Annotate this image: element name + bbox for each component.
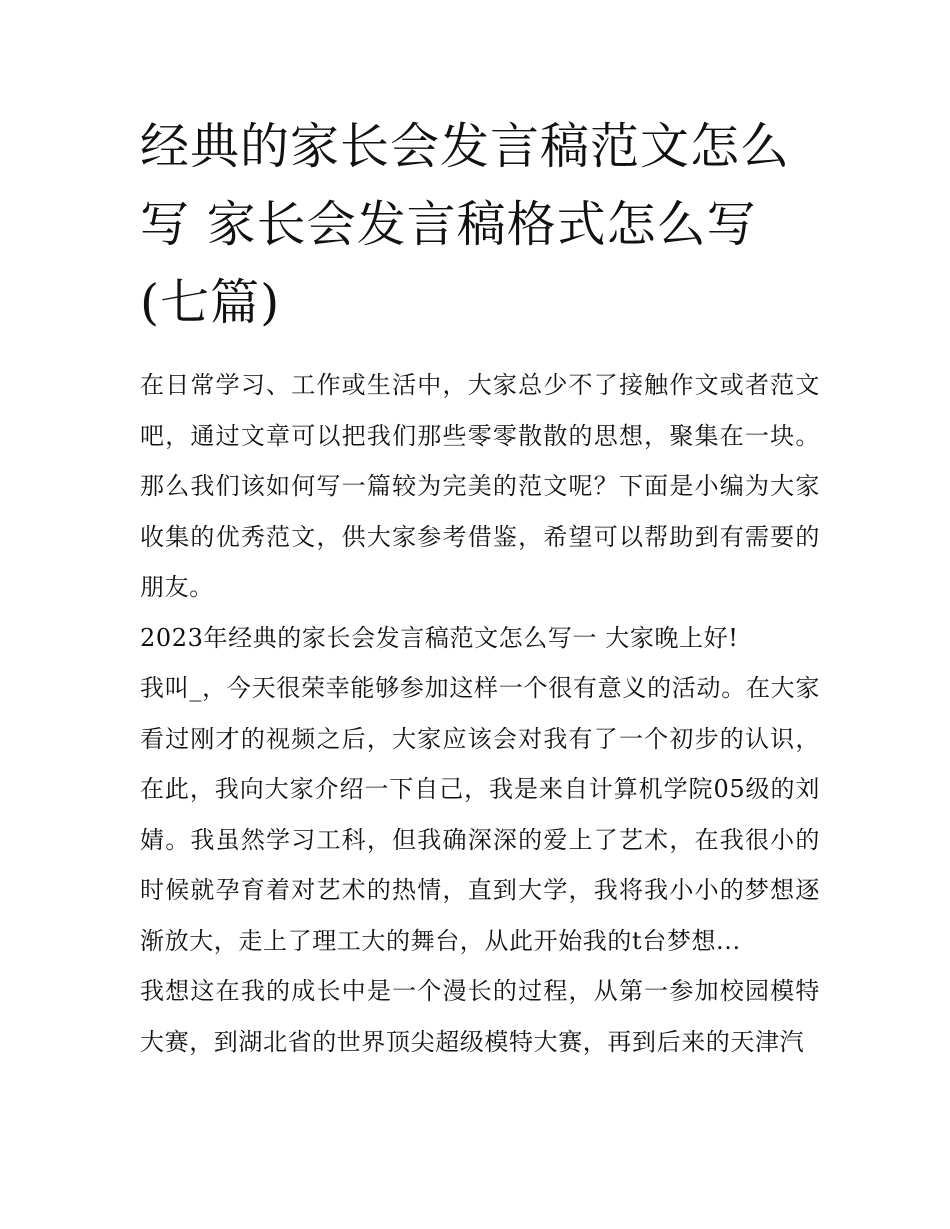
title-line-1: 经典的家长会发言稿范文怎么 [140, 118, 791, 175]
document-body [140, 360, 820, 1067]
body-paragraph: 我想这在我的成长中是一个漫长的过程，从第一参加校园模特大赛，到湖北省的世界顶尖超级模特大赛，再到后来的天津汽 [140, 977, 820, 1056]
section-heading-paragraph: 2023年经典的家长会发言稿范文怎么写一 大家晚上好! [140, 623, 739, 652]
title-line-2: 写 家长会发言稿格式怎么写 [140, 196, 757, 253]
intro-paragraph: 在日常学习、工作或生活中，大家总少不了接触作文或者范文吧，通过文章可以把我们那些零零散散的思想，聚集在一块。那么我们该如何写一篇较为完美的范文呢？下面是小编为大家收集的优秀范文，供大家参考借鉴，希望可以帮助到有需要的朋友。 [140, 371, 820, 601]
document-title [140, 108, 820, 342]
title-line-3: (七篇) [140, 274, 281, 331]
document-page [140, 108, 820, 1067]
body-paragraph: 我叫_，今天很荣幸能够参加这样一个很有意义的活动。在大家看过刚才的视频之后，大家应该会对我有了一个初步的认识，在此，我向大家介绍一下自己，我是来自计算机学院05级的刘婧。我虽然学习工科，但我确深深的爱上了艺术，在我很小的时候就孕育着对艺术的热情，直到大学，我将我小小的梦想逐渐放大，走上了理工大的舞台，从此开始我的t台梦想... [140, 674, 820, 955]
